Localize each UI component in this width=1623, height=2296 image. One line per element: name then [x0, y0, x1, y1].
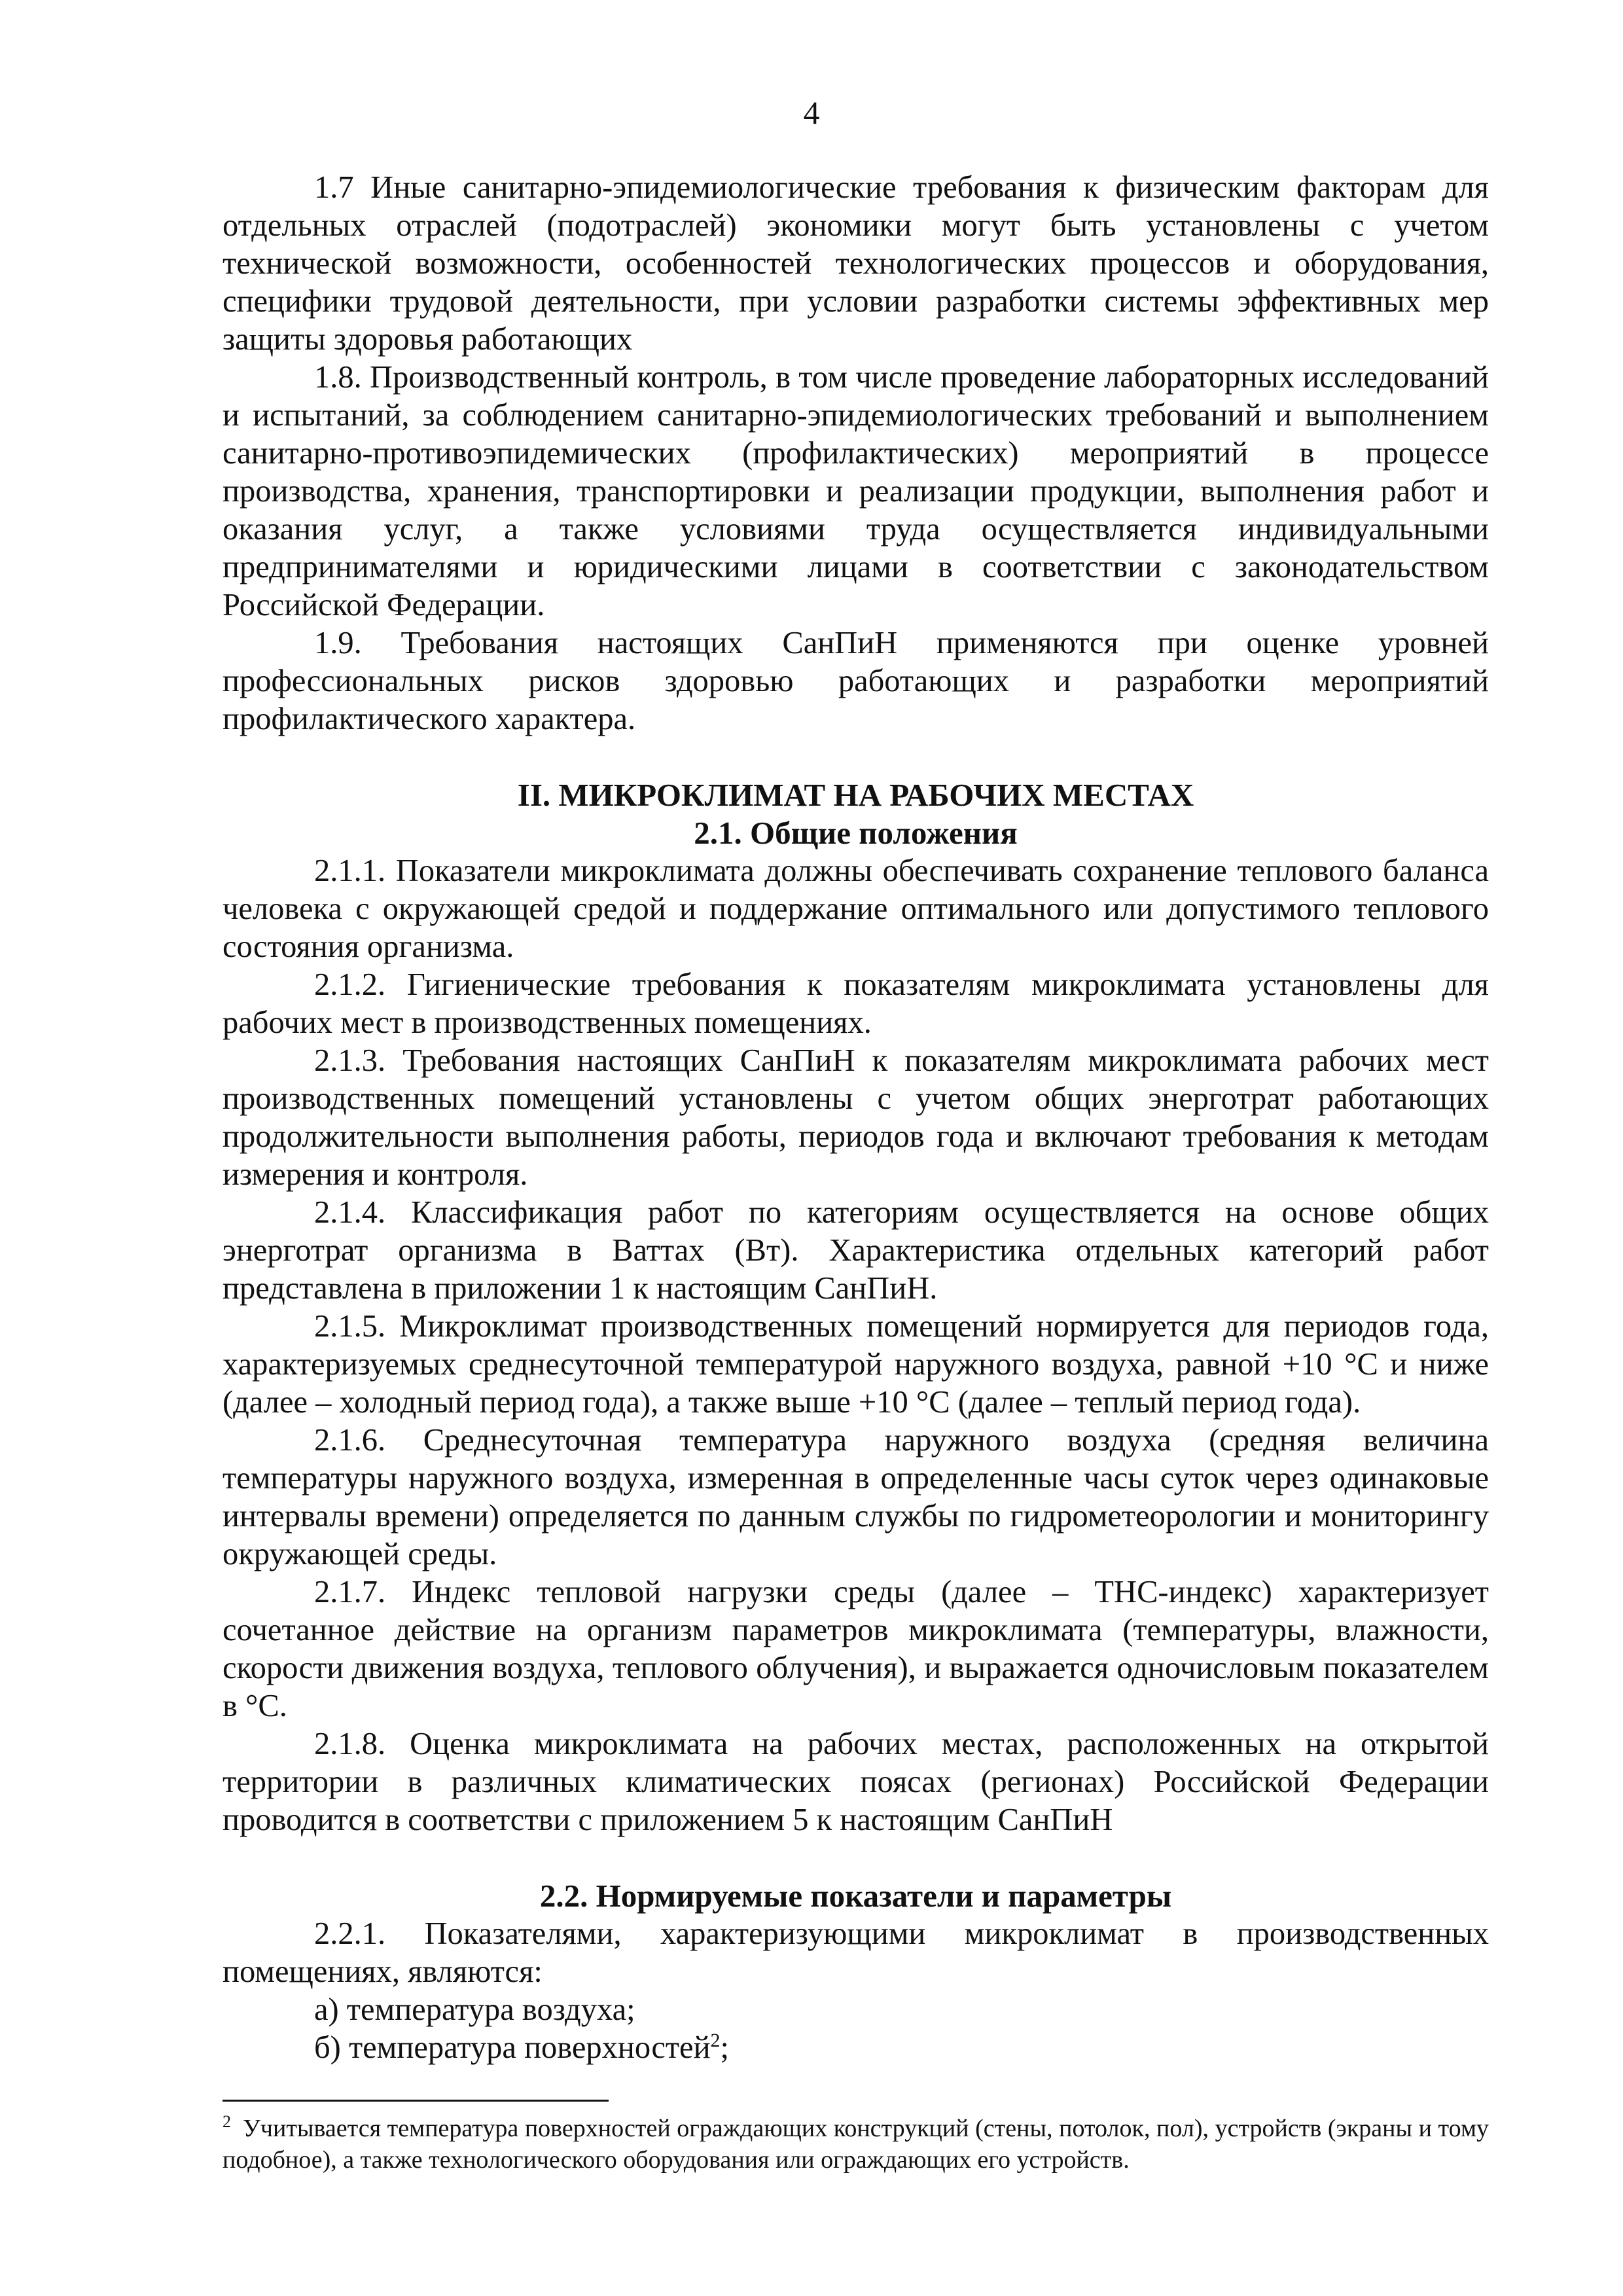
paragraph-2-1-3: 2.1.3. Требования настоящих СанПиН к показателям микроклимата рабочих мест производственных помещений установлены с учетом общих энерготрат работающих продолжительности выполнения работы, периодов года и включают требования к методам измерения и контроля. — [223, 1043, 1489, 1192]
section-title: II. МИКРОКЛИМАТ НА РАБОЧИХ МЕСТАХ — [517, 777, 1194, 813]
footnote-text: Учитывается температура поверхностей ограждающих конструкций (стены, потолок, пол), устройств (экраны и тому подобное), а также технологического оборудования или ограждающих его устройств. — [223, 2115, 1489, 2174]
footnote-divider — [223, 2100, 609, 2102]
page-number: 4 — [803, 94, 820, 131]
paragraph-1-8: 1.8. Производственный контроль, в том числе проведение лабораторных исследований и испытаний, за соблюдением санитарно-эпидемиологических требований и выполнением санитарно-противоэпидемических (профилактических) мероприятий в процессе производства, хранения, транспортировки и реализации продукции, выполнения работ и оказания услуг, а также условиями труда осуществляется индивидуальными предпринимателями и юридическими лицами в соответствии с законодательством Российской Федерации. — [223, 360, 1489, 622]
document-body — [223, 169, 1489, 2067]
footnote-mark: 2 — [223, 2112, 231, 2132]
list-item-b-end: ; — [720, 2030, 730, 2065]
footnote — [223, 2113, 1489, 2176]
paragraph-2-2-1: 2.2.1. Показателями, характеризующими микроклимат в производственных помещениях, являются: — [223, 1916, 1489, 1989]
list-item-b-text: б) температура поверхностей — [314, 2030, 711, 2065]
paragraph-2-1-5: 2.1.5. Микроклимат производственных помещений нормируется для периодов года, характеризуемых среднесуточной температурой наружного воздуха, равной +10 °С и ниже (далее – холодный период года), а также выше +10 °С (далее – теплый период года). — [223, 1309, 1489, 1420]
list-item-b — [223, 2029, 1489, 2067]
paragraph-2-1-6: 2.1.6. Среднесуточная температура наружного воздуха (средняя величина температуры наружного воздуха, измеренная в определенные часы суток через одинаковые интервалы времени) определяется по данным службы по гидрометеорологии и мониторингу окружающей среды. — [223, 1423, 1489, 1571]
list-item-a: а) температура воздуха; — [314, 1992, 635, 2027]
paragraph-2-1-8: 2.1.8. Оценка микроклимата на рабочих местах, расположенных на открытой территории в различных климатических поясах (регионах) Российской Федерации проводится в соответстви с приложением 5 к настоящим СанПиН — [223, 1727, 1489, 1837]
subsection-title-2-2: 2.2. Нормируемые показатели и параметры — [539, 1878, 1172, 1914]
paragraph-1-9: 1.9. Требования настоящих СанПиН применяются при оценке уровней профессиональных рисков здоровью работающих и разработки мероприятий профилактического характера. — [223, 626, 1489, 736]
paragraph-2-1-1: 2.1.1. Показатели микроклимата должны обеспечивать сохранение теплового баланса человека с окружающей средой и поддержание оптимального или допустимого теплового состояния организма. — [223, 853, 1489, 964]
subsection-title-2-1: 2.1. Общие положения — [694, 815, 1018, 851]
footnote-reference: 2 — [710, 2029, 721, 2051]
paragraph-2-1-4: 2.1.4. Классификация работ по категориям осуществляется на основе общих энерготрат организма в Ваттах (Вт). Характеристика отдельных категорий работ представлена в приложении 1 к настоящим СанПиН. — [223, 1195, 1489, 1306]
paragraph-2-1-2: 2.1.2. Гигиенические требования к показателям микроклимата установлены для рабочих мест в производственных помещениях. — [223, 967, 1489, 1040]
paragraph-2-1-7: 2.1.7. Индекс тепловой нагрузки среды (далее – ТНС-индекс) характеризует сочетанное действие на организм параметров микроклимата (температуры, влажности, скорости движения воздуха, теплового облучения), и выражается одночисловым показателем в °С. — [223, 1575, 1489, 1723]
paragraph-1-7: 1.7 Иные санитарно-эпидемиологические требования к физическим факторам для отдельных отраслей (подотраслей) экономики могут быть установлены с учетом технической возможности, особенностей технологических процессов и оборудования, специфики трудовой деятельности, при условии разработки системы эффективных мер защиты здоровья работающих — [223, 170, 1489, 357]
